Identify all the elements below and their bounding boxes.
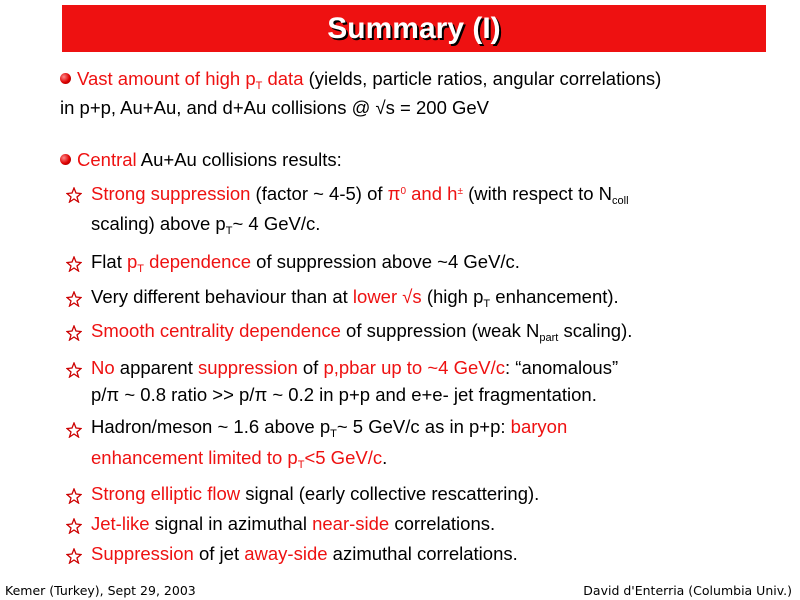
sub-bullet-centrality: Smooth centrality dependence of suppression (weak $N_{part}$ scaling).: [91, 320, 633, 344]
star-bullet-icon: [66, 256, 82, 272]
footer-venue-date: Kemer (Turkey), Sept 29, 2003: [5, 583, 196, 598]
sub-bullet-jet-like: Jet-like signal in azimuthal near-side correlations.: [91, 513, 496, 534]
red-ball-bullet-icon: [60, 73, 71, 84]
star-bullet-icon: [66, 325, 82, 341]
star-bullet-icon: [66, 362, 82, 378]
sub-bullet-no-suppression-line2: p/π ~ 0.8 ratio >> p/π ~ 0.2 in p+p and e+e- jet fragmentation.: [91, 384, 597, 405]
red-ball-bullet-icon: [60, 154, 71, 165]
footer-author: David d'Enterria (Columbia Univ.): [583, 583, 792, 598]
sub-bullet-strong-suppression-line2: scaling) above $p_T\sim$ 4 GeV/c.: [91, 213, 321, 237]
sub-bullet-no-suppression: No apparent suppression of p,pbar up to ~4 GeV/c: “anomalous”: [91, 357, 619, 378]
star-bullet-icon: [66, 488, 82, 504]
star-bullet-icon: [66, 518, 82, 534]
sub-bullet-hadron-meson-line2: enhancement limited to $p_T<5$ GeV/c.: [91, 447, 388, 471]
star-bullet-icon: [66, 548, 82, 564]
sub-bullet-flat-pt: Flat $p_T$ dependence of suppression above ~4 GeV/c.: [91, 251, 520, 275]
star-bullet-icon: [66, 291, 82, 307]
title-banner: [62, 5, 766, 52]
bullet-high-pt-data: Vast amount of high $p_T$ data (yields, particle ratios, angular correlations): [60, 67, 661, 91]
star-bullet-icon: [66, 187, 82, 203]
sub-bullet-hadron-meson: Hadron/meson ~ 1.6 above $p_T\sim$ 5 GeV/c as in p+p: baryon: [91, 416, 568, 440]
sub-bullet-different-behaviour: Very different behaviour than at lower √s (high $p_T$ enhancement).: [91, 286, 619, 310]
sub-bullet-strong-suppression: Strong suppression (factor ~ 4-5) of $\pi^0$ and h± (with respect to $N_{coll}$: [91, 183, 629, 207]
bullet-central-auau: Central Au+Au collisions results:: [60, 148, 342, 172]
sub-bullet-away-side: Suppression of jet away-side azimuthal correlations.: [91, 543, 518, 564]
slide-title: Summary (I): [327, 11, 501, 45]
sub-bullet-elliptic-flow: Strong elliptic flow signal (early collective rescattering).: [91, 483, 540, 504]
bullet-high-pt-data-line2: in p+p, Au+Au, and d+Au collisions @ √s = 200 GeV: [60, 97, 490, 118]
star-bullet-icon: [66, 422, 82, 438]
